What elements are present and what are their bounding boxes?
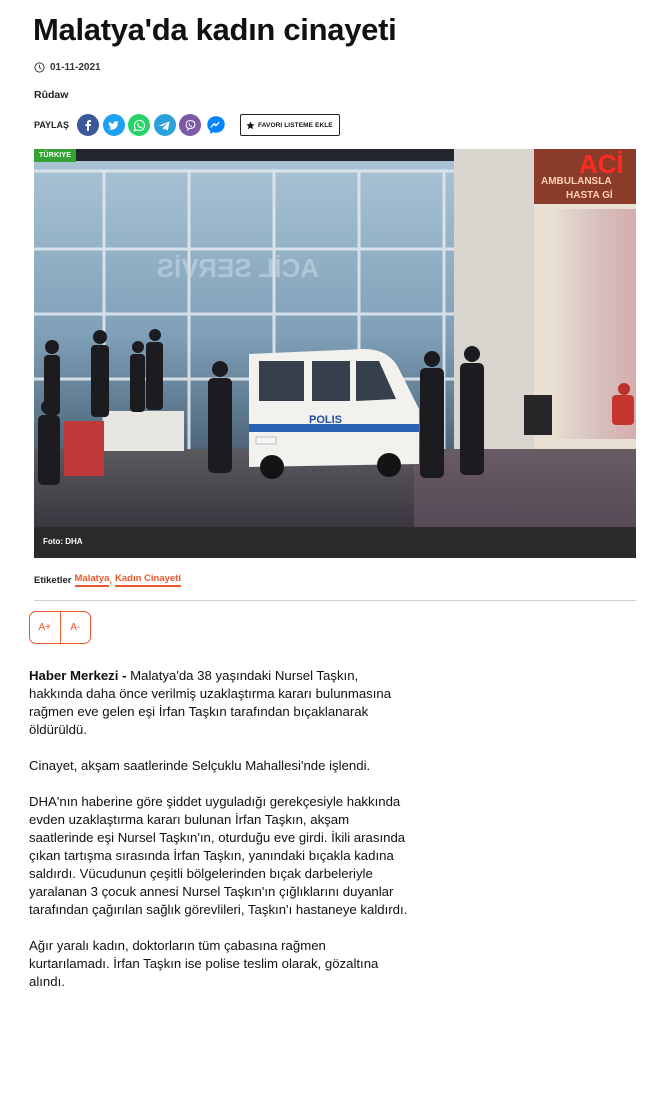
date-row xyxy=(34,62,101,73)
paragraph-text: Malatya'da 38 yaşındaki Nursel Taşkın, hakkında daha önce verilmiş uzaklaştırma kararı bulunmasına rağmen eve gelen eşi İrfan Taşkın tarafından bıçaklanarak öldürüldü. xyxy=(29,668,392,737)
messenger-icon xyxy=(205,114,227,136)
article-paragraph: Cinayet, akşam saatlerinde Selçuklu Mahallesi'nde işlendi. xyxy=(29,758,371,773)
add-to-favorites-button[interactable] xyxy=(240,114,340,136)
article-source: Rûdaw xyxy=(34,89,69,101)
star-icon xyxy=(246,121,255,130)
viber-icon xyxy=(184,119,197,132)
share-bar xyxy=(34,114,340,136)
category-badge[interactable]: TÜRKIYE xyxy=(34,149,76,162)
caption-bar xyxy=(34,527,636,558)
van-label: POLIS xyxy=(309,414,343,426)
twitter-icon xyxy=(107,119,120,132)
hospital-sign-line3: HASTA Gİ xyxy=(566,190,613,201)
messenger-share-button[interactable] xyxy=(205,114,227,136)
facebook-share-button[interactable] xyxy=(77,114,99,136)
article-paragraph xyxy=(29,667,409,739)
article-photo xyxy=(34,149,636,558)
police-van xyxy=(249,349,419,479)
clock-icon xyxy=(34,62,45,73)
wall-sign-text: ACİL SERVİS xyxy=(156,253,319,283)
tags-label: Etiketler xyxy=(34,574,72,586)
decrease-font-button[interactable]: A- xyxy=(60,612,91,643)
increase-font-button[interactable]: A+ xyxy=(38,622,51,633)
favorites-label: FAVORI LISTEME EKLE xyxy=(258,121,333,129)
police-scene-illustration xyxy=(34,149,636,558)
facebook-icon xyxy=(82,119,94,131)
tag-link[interactable]: Malatya xyxy=(75,573,110,587)
tag-separator: , xyxy=(109,574,112,586)
publish-date: 01-11-2021 xyxy=(50,62,101,73)
article-paragraph: Ağır yaralı kadın, doktorların tüm çabasına rağmen kurtarılamadı. İrfan Taşkın ise polise teslim olarak, gözaltına alındı. xyxy=(29,938,379,989)
article-paragraph: DHA'nın haberine göre şiddet uyguladığı gerekçesiyle hakkında evden uzaklaştırma kararı bulunan İrfan Taşkın, akşam saatlerinde eşi Nursel Taşkın'ın, oturduğu eve girdi. İkili arasında çıkan tartışma sırasında İrfan Taşkın, yanındaki bıçakla kadına saldırdı. Vücudunun çeşitli bölgelerinden bıçak darbeleriyle yaralanan 3 çocuk annesi Nursel Taşkın'ın çığlıklarını duyanlar tarafından çağırılan sağlık görevlileri, Taşkın'ı hastaneye kaldırdı. xyxy=(29,794,408,917)
tags-row xyxy=(34,573,181,587)
viber-share-button[interactable] xyxy=(179,114,201,136)
whatsapp-icon xyxy=(133,119,146,132)
font-size-controls xyxy=(29,611,91,644)
article-body xyxy=(29,667,409,1009)
lead-label: Haber Merkezi - xyxy=(29,668,127,683)
share-label: PAYLAŞ xyxy=(34,120,70,130)
hospital-sign-line1: ACİ xyxy=(579,149,624,179)
divider xyxy=(34,600,636,601)
telegram-share-button[interactable] xyxy=(154,114,176,136)
twitter-share-button[interactable] xyxy=(103,114,125,136)
article-title: Malatya'da kadın cinayeti xyxy=(33,12,397,47)
whatsapp-share-button[interactable] xyxy=(128,114,150,136)
telegram-icon xyxy=(158,119,171,132)
hospital-sign-line2: AMBULANSLA xyxy=(541,176,612,187)
tag-link[interactable]: Kadın Cinayeti xyxy=(115,573,181,587)
photo-caption: Foto: DHA xyxy=(43,537,83,546)
